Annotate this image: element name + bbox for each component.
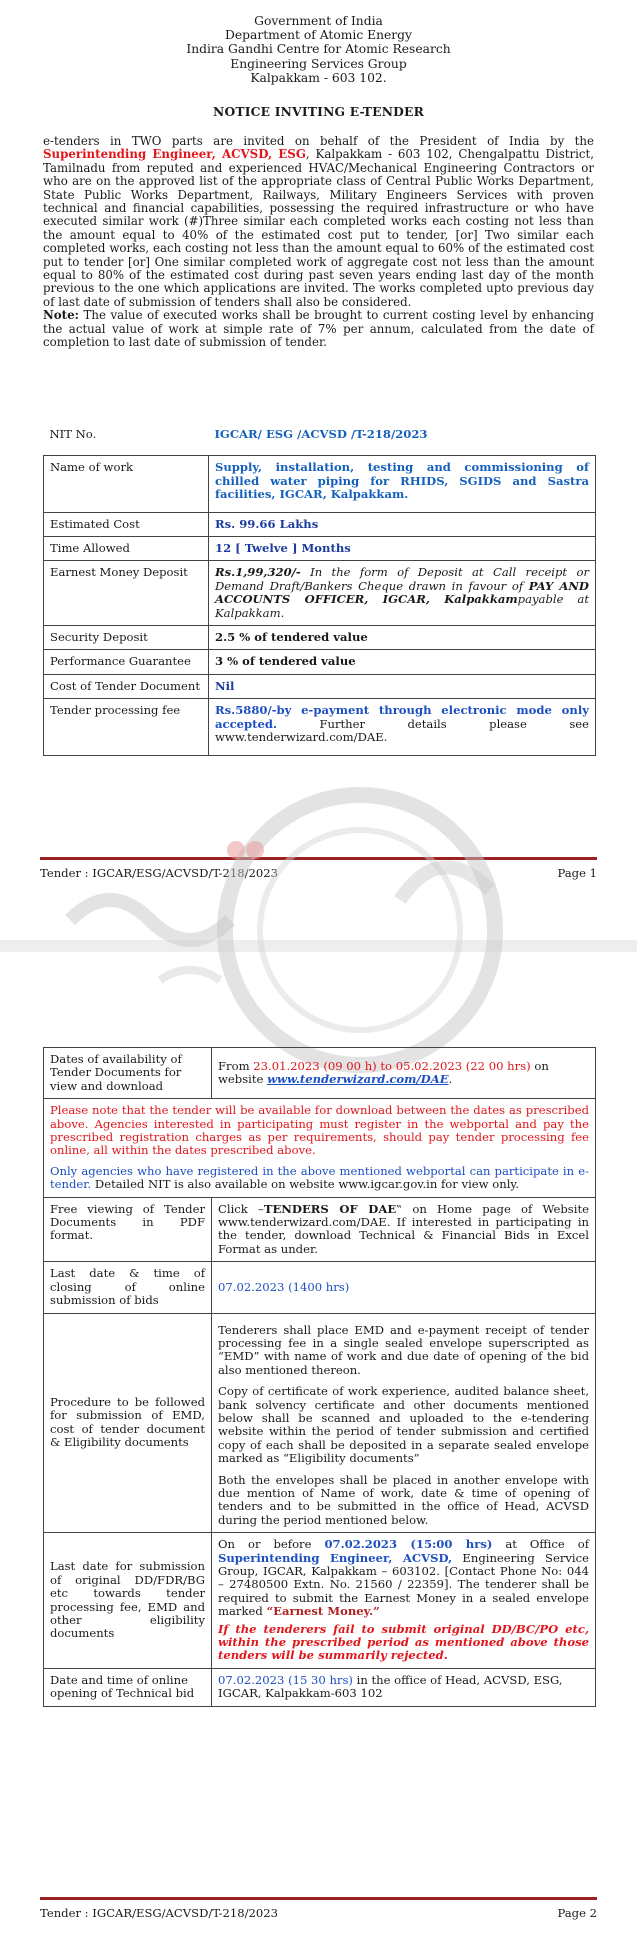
registration-notice-blue: Only agencies who have registered in the above mentioned webportal can participate in e-tender. (50, 1163, 589, 1192)
registration-notice-blue-line (50, 1165, 589, 1192)
opening-value (212, 1668, 596, 1706)
footer-divider (40, 857, 597, 860)
performance-guarantee-label: Performance Guarantee (44, 650, 209, 674)
table-row (44, 561, 596, 626)
letterhead-line: Government of India (254, 14, 383, 28)
nit-value: IGCAR/ ESG /ACVSD /T-218/2023 (214, 427, 428, 441)
security-deposit-label: Security Deposit (44, 626, 209, 650)
last-original-officer: Superintending Engineer, ACVSD, (218, 1550, 453, 1565)
last-original-text: at Office of (492, 1537, 590, 1552)
last-original-label: Last date for submission of original DD/FDR/BG etc towards tender processing fee, EMD and other eligibility documents (44, 1533, 212, 1669)
table-row (44, 512, 596, 536)
tender-details-table (43, 424, 596, 756)
processing-fee-label: Tender processing fee (44, 699, 209, 755)
table-row (44, 626, 596, 650)
processing-fee-text: Further details please see www.tenderwizard.com/DAE. (215, 716, 589, 745)
registration-notice-red: Please note that the tender will be available for download between the dates as prescribed above. Agencies interested in participating must register in the webportal and pay the prescribed registration charges as per requirements, should pay tender processing fee online, all within the dates prescribed above. (50, 1103, 589, 1158)
notice-title: NOTICE INVITING E-TENDER (213, 104, 424, 120)
opening-label: Date and time of online opening of Technical bid (44, 1668, 212, 1706)
table-row (44, 1313, 596, 1533)
emd-text: payable at Kalpakkam. (215, 592, 589, 620)
letterhead-line: Indira Gandhi Centre for Atomic Research (186, 42, 451, 57)
last-original-date: 07.02.2023 (15:00 hrs) (324, 1537, 493, 1552)
letterhead (0, 0, 637, 85)
name-of-work-value: Supply, installation, testing and commissioning of chilled water piping for RHIDS, SGIDS and Sastra facilities, IGCAR, Kalpakkam. (209, 456, 596, 512)
table-row (44, 456, 596, 512)
table-row (44, 1048, 596, 1099)
earnest-money-mark: “Earnest Money.” (266, 1604, 380, 1619)
footer-page-number: Page 1 (557, 866, 597, 880)
availability-text: on website (218, 1058, 549, 1087)
intro-text: e-tenders in TWO parts are invited on behalf of the President of India by the (43, 134, 594, 149)
availability-dates: 23.01.2023 (09 00 h) to 05.02.2023 (22 00 hrs) (253, 1058, 531, 1073)
page-2 (0, 1000, 637, 1937)
table-row (44, 537, 596, 561)
last-original-text: Engineering Service Group, IGCAR, Kalpakkam – 603102. [Contact Phone No: 044 – 27480500 Extn. No. 21560 / 22359]. The tenderer shall be required to submit the Earnest Money in a sealed envelope marked (218, 1550, 589, 1619)
procedure-paragraph: Both the envelopes shall be placed in another envelope with due mention of Name of work, date & time of opening of tenders and to be submitted in the office of Head, ACVSD during the period mentioned below. (218, 1472, 589, 1527)
intro-text: , Kalpakkam - 603 102, Chengalpattu District, Tamilnadu from reputed and experienced HVAC/Mechanical Engineering Contractors or who are on the approved list of the appropriate class of Central Public Works Department, State Public Works Department, Railways, Military Engineers Services with proven technical and financial capabilities, possessing the required infrastructure or who have executed similar work (#)Three similar each completed works each costing not less than the amount equal to 40% of the estimated cost put to tender, [or] Two similar each completed works, each costing not less than the amount equal to 60% of the estimated cost put to tender [or] One similar completed work of aggregate cost not less than the amount equal to 80% of the estimated cost during past seven years ending last day of the month previous to the one which applications are invited. The works completed upto previous day of last date of submission of tenders shall also be considered. (43, 147, 594, 309)
footer-divider (40, 1897, 597, 1900)
page-footer (40, 1906, 597, 1920)
note-label: Note: (43, 308, 79, 323)
last-original-value (212, 1533, 596, 1669)
emd-value (209, 561, 596, 626)
name-of-work-label: Name of work (44, 456, 209, 512)
cost-of-document-value: Nil (209, 674, 596, 698)
procedure-value (212, 1313, 596, 1533)
time-allowed-label: Time Allowed (44, 537, 209, 561)
tenderwizard-link[interactable]: www.tenderwizard.com/DAE (267, 1072, 449, 1087)
free-view-text: ‟ on Home page of Website www.tenderwizard.com/DAE. If interested in participating in the tender, download Technical & Financial Bids in Excel Format as under. (218, 1201, 589, 1256)
intro-authority: Superintending Engineer, ACVSD, ESG (43, 147, 306, 162)
performance-guarantee-value: 3 % of tendered value (209, 650, 596, 674)
nit-label: NIT No. (49, 427, 97, 441)
processing-fee-value (209, 699, 596, 755)
free-view-value (212, 1197, 596, 1262)
security-deposit-value: 2.5 % of tendered value (209, 626, 596, 650)
last-online-value: 07.02.2023 (1400 hrs) (212, 1262, 596, 1313)
page-footer (40, 866, 597, 880)
letterhead-line: Kalpakkam - 603 102. (250, 70, 387, 85)
free-view-text: Click – (218, 1201, 264, 1216)
opening-date: 07.02.2023 (15 30 hrs) (218, 1672, 353, 1687)
rejection-warning: If the tenderers fail to submit original DD/BC/PO etc, within the prescribed period as mentioned above those tenders will be summarily rejected. (218, 1621, 589, 1663)
letterhead-line: Department of Atomic Energy (225, 28, 412, 43)
estimated-cost-label: Estimated Cost (44, 512, 209, 536)
availability-value (212, 1048, 596, 1099)
table-row (44, 1197, 596, 1262)
table-row (44, 1262, 596, 1313)
last-original-text: On or before (218, 1537, 325, 1552)
table-row (44, 1533, 596, 1669)
table-row (44, 674, 596, 698)
emd-amount: Rs.1,99,320/- (215, 565, 301, 580)
letterhead-line: Engineering Services Group (230, 56, 407, 71)
table-row (44, 424, 596, 456)
cost-of-document-label: Cost of Tender Document (44, 674, 209, 698)
last-online-label: Last date & time of closing of online submission of bids (44, 1262, 212, 1313)
procedure-paragraph: Copy of certificate of work experience, audited balance sheet, bank solvency certificate and other documents mentioned below shall be scanned and uploaded to the e-tendering website within the period of tender submission and certified copy of each shall be deposited in a separate sealed envelope marked as “Eligibility documents” (218, 1384, 589, 1466)
emd-label: Earnest Money Deposit (44, 561, 209, 626)
note-text: The value of executed works shall be brought to current costing level by enhancing the actual value of work at simple rate of 7% per annum, calculated from the date of completion to last date of submission of tender. (43, 308, 594, 350)
processing-fee-amount: Rs.5880/-by e-payment through electronic mode only accepted. (215, 703, 589, 731)
estimated-cost-value: Rs. 99.66 Lakhs (209, 512, 596, 536)
free-view-label: Free viewing of Tender Documents in PDF format. (44, 1197, 212, 1262)
footer-tender-ref: Tender : IGCAR/ESG/ACVSD/T-218/2023 (40, 1906, 279, 1920)
table-row (44, 1668, 596, 1706)
procedure-label: Procedure to be followed for submission of EMD, cost of tender document & Eligibility documents (44, 1313, 212, 1533)
emd-payee: PAY AND ACCOUNTS OFFICER, IGCAR, Kalpakkam (215, 578, 589, 607)
table-row (44, 1099, 596, 1197)
time-allowed-value: 12 [ Twelve ] Months (209, 537, 596, 561)
intro-paragraph (43, 135, 594, 350)
free-view-bold: TENDERS OF DAE (263, 1201, 397, 1216)
emd-text: In the form of Deposit at Call receipt or Demand Draft/Bankers Cheque drawn in favour of (215, 565, 589, 593)
registration-notice-text: Detailed NIT is also available on website www.igcar.gov.in for view only. (91, 1177, 520, 1192)
registration-notice (44, 1099, 596, 1197)
footer-page-number: Page 2 (557, 1906, 597, 1920)
availability-text: . (448, 1072, 453, 1087)
opening-text: in the office of Head, ACVSD, ESG, IGCAR, Kalpakkam-603 102 (218, 1672, 563, 1701)
table-row (44, 650, 596, 674)
tender-schedule-table (43, 1047, 596, 1707)
page-1 (0, 0, 637, 880)
availability-label: Dates of availability of Tender Documents for view and download (44, 1048, 212, 1099)
last-original-paragraph (218, 1538, 589, 1618)
table-row (44, 699, 596, 755)
procedure-paragraph: Tenderers shall place EMD and e-payment receipt of tender processing fee in a single sealed envelope superscripted as “EMD” with name of work and due date of opening of the bid also mentioned thereon. (218, 1322, 589, 1377)
availability-text: From (218, 1058, 254, 1073)
footer-tender-ref: Tender : IGCAR/ESG/ACVSD/T-218/2023 (40, 866, 279, 880)
